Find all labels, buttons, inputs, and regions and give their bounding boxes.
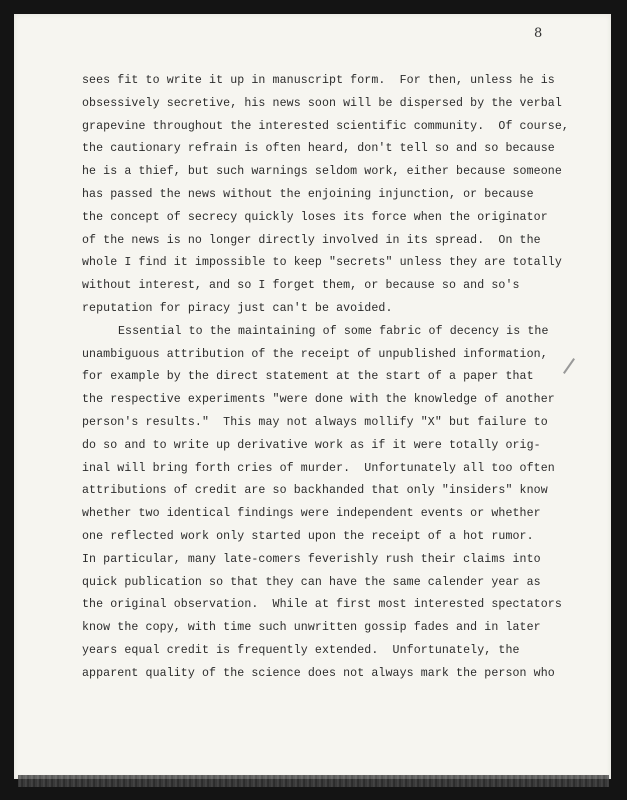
text-line: person's results." This may not always mollify "X" but failure to [82,415,548,429]
text-line: attributions of credit are so backhanded that only "insiders" know [82,484,548,498]
page-number: 8 [534,26,543,41]
text-line: unambiguous attribution of the receipt of unpublished information, [82,347,548,361]
text-line: without interest, and so I forget them, or because so and so's [82,279,520,293]
text-line: years equal credit is frequently extended. Unfortunately, the [82,643,520,657]
text-line: the respective experiments "were done with the knowledge of another [82,393,555,407]
text-line: reputation for piracy just can't be avoided. [82,301,393,315]
body-text [82,70,582,686]
text-line: the cautionary refrain is often heard, don't tell so and so because [82,142,555,156]
text-line: do so and to write up derivative work as if it were totally orig- [82,438,541,452]
text-line: one reflected work only started upon the receipt of a hot rumor. [82,529,534,543]
text-line: sees fit to write it up in manuscript form. For then, unless he is [82,74,555,87]
text-line: whether two identical findings were independent events or whether [82,507,541,521]
text-line: the original observation. While at first most interested spectators [82,598,562,612]
text-line: apparent quality of the science does not always mark the person who [82,666,555,680]
text-line: In particular, many late-comers feverishly rush their claims into [82,552,541,566]
text-line: has passed the news without the enjoining injunction, or because [82,187,534,201]
text-line: he is a thief, but such warnings seldom work, either because someone [82,165,562,179]
text-line: know the copy, with time such unwritten gossip fades and in later [82,621,541,635]
text-line: obsessively secretive, his news soon will be dispersed by the verbal [82,96,562,110]
text-line: whole I find it impossible to keep "secrets" unless they are totally [82,256,562,270]
page-bottom-edge [18,775,609,787]
text-line: inal will bring forth cries of murder. Unfortunately all too often [82,461,555,475]
text-line: the concept of secrecy quickly loses its force when the originator [82,210,548,224]
text-line: Essential to the maintaining of some fabric of decency is the [118,324,549,338]
text-line: grapevine throughout the interested scientific community. Of course, [82,119,569,133]
text-line: quick publication so that they can have the same calender year as [82,575,541,589]
text-line: for example by the direct statement at the start of a paper that [82,370,534,384]
text-line: of the news is no longer directly involved in its spread. On the [82,233,541,247]
